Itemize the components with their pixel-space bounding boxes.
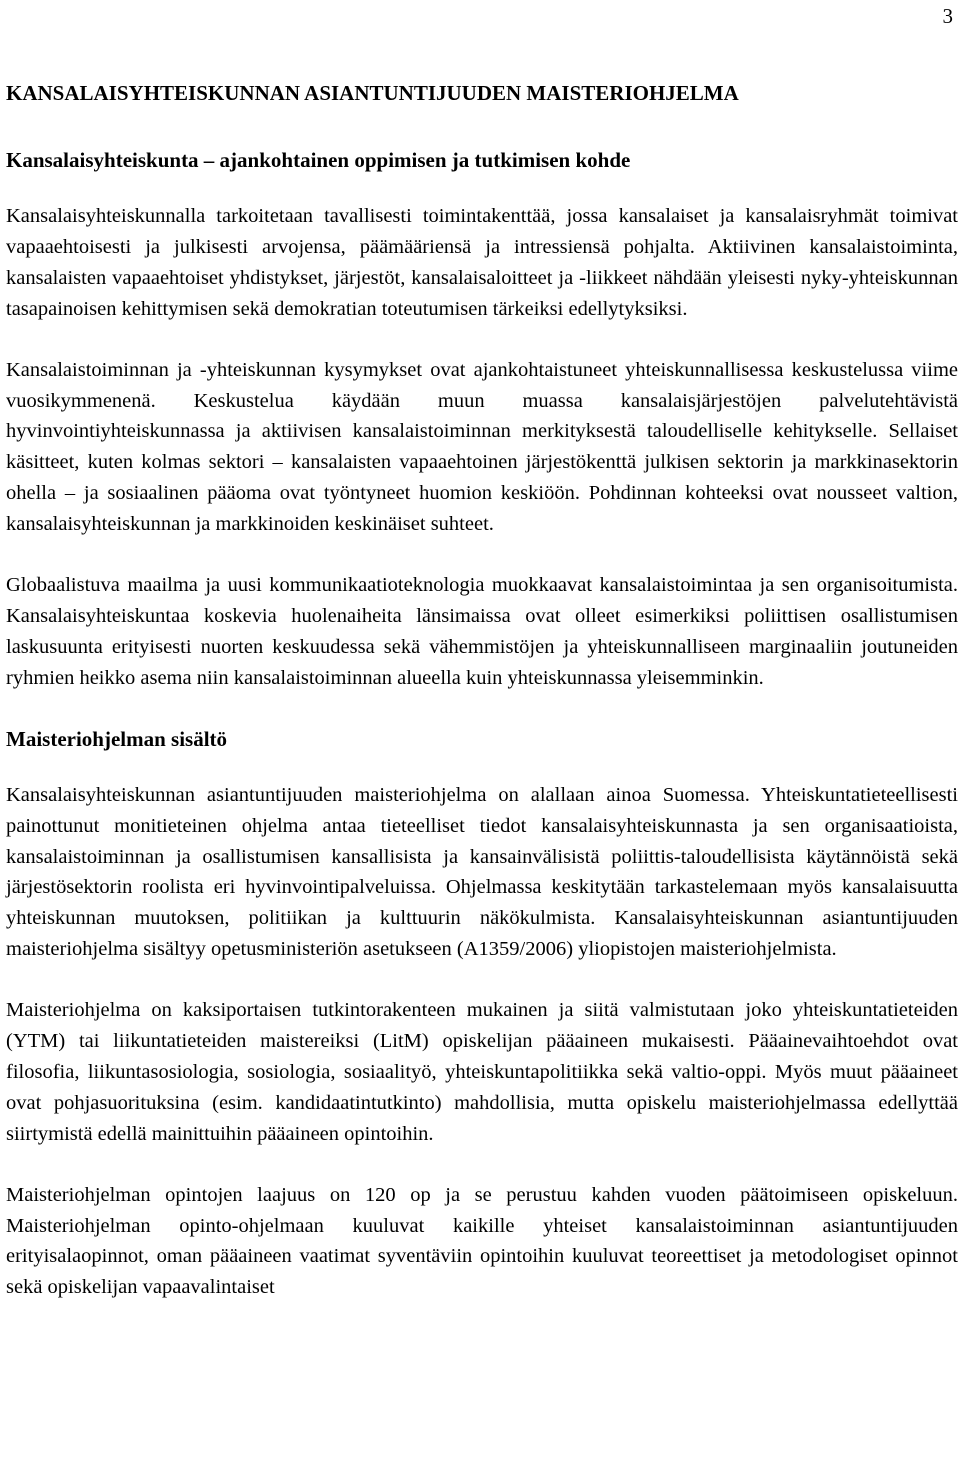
paragraph: Globaalistuva maailma ja uusi kommunikaatioteknologia muokkaavat kansalaistoimintaa ja sen organisoitumista. Kansalaisyhteiskuntaa koskevia huolenaiheita länsimaissa ovat olleet esimerkiksi poliittisen osallistumisen laskusuunta erityisesti nuorten keskuudessa sekä vähemmistöjen ja yhteiskunnalliseen marginaaliin joutuneiden ryhmien heikko asema niin kansalaistoiminnan alueella kuin yhteiskunnassa yleisemminkin.: [6, 574, 958, 689]
section-heading-kansalaisyhteiskunta: Kansalaisyhteiskunta – ajankohtainen oppimisen ja tutkimisen kohde: [6, 148, 631, 172]
document-title: KANSALAISYHTEISKUNNAN ASIANTUNTIJUUDEN MAISTERIOHJELMA: [6, 81, 739, 105]
paragraph: Maisteriohjelma on kaksiportaisen tutkintorakenteen mukainen ja siitä valmistutaan joko yhteiskuntatieteiden (YTM) tai liikuntatieteiden maistereiksi (LitM) opiskelijan pääaineen mukaisesti. Pääainevaihtoehdot ovat filosofia, liikuntasosiologia, sosiologia, sosiaalityö, yhteiskuntapolitiikka sekä valtio-oppi. Myös muut pääaineet ovat pohjasuorituksina (esim. kandidaatintutkinto) mahdollisia, mutta opiskelu maisteriohjelmassa edellyttää siirtymistä edellä mainittuihin pääaineen opintoihin.: [6, 999, 958, 1145]
paragraph: Kansalaisyhteiskunnan asiantuntijuuden maisteriohjelma on alallaan ainoa Suomessa. Yhteiskuntatieteellisesti painottunut monitieteinen ohjelma antaa tieteelliset tiedot kansalaisyhteiskunnasta ja sen organisaatioista, kansalaistoiminnan ja osallistumisen kansallisista ja kansainvälisistä poliittis-taloudellisista käytännöistä sekä järjestösektorin roolista eri hyvinvointipalveluissa. Ohjelmassa keskitytään tarkastelemaan myös kansalaisuutta yhteiskunnan muutoksen, politiikan ja kulttuurin näkökulmista. Kansalaisyhteiskunnan asiantuntijuuden maisteriohjelma sisältyy opetusministeriön asetukseen (A1359/2006) yliopistojen maisteriohjelmista.: [6, 783, 958, 961]
section-heading-maisteriohjelman-sisalto: Maisteriohjelman sisältö: [6, 726, 228, 751]
page-number: 3: [942, 4, 953, 28]
paragraph: Kansalaistoiminnan ja -yhteiskunnan kysymykset ovat ajankohtaistuneet yhteiskunnallisessa keskustelussa viime vuosikymmenenä. Keskustelua käydään muun muassa kansalaisjärjestöjen palvelutehtävistä hyvinvointiyhteiskunnassa ja aktiivisen kansalaistoiminnan merkityksestä taloudelliselle kehitykselle. Sellaiset käsitteet, kuten kolmas sektori – kansalaisten vapaaehtoinen järjestökenttä julkisen sektorin ja markkinasektorin ohella – ja sosiaalinen pääoma ovat työntyneet huomion keskiöön. Pohdinnan kohteeksi ovat nousseet valtion, kansalaisyhteiskunnan ja markkinoiden keskinäiset suhteet.: [6, 358, 958, 536]
paragraph: Maisteriohjelman opintojen laajuus on 120 op ja se perustuu kahden vuoden päätoimiseen opiskeluun. Maisteriohjelman opinto-ohjelmaan kuuluvat kaikille yhteiset kansalaistoiminnan asiantuntijuuden erityisalaopinnot, oman pääaineen vaatimat syventäviin opintoihin kuuluvat teoreettiset ja metodologiset opinnot sekä opiskelijan vapaavalintaiset: [6, 1183, 958, 1299]
paragraph: Kansalaisyhteiskunnalla tarkoitetaan tavallisesti toimintakenttää, jossa kansalaiset ja kansalaisryhmät toimivat vapaaehtoisesti ja julkisesti arvojensa, päämääriensä ja intressiensä pohjalta. Aktiivinen kansalaistoiminta, kansalaisten vapaaehtoiset yhdistykset, järjestöt, kansalaisaloitteet ja -liikkeet nähdään yleisesti nyky-yhteiskunnan tasapainoisen kehittymisen sekä demokratian toteutumisen tärkeiksi edellytyksiksi.: [6, 205, 958, 320]
document-body: [6, 78, 958, 1303]
